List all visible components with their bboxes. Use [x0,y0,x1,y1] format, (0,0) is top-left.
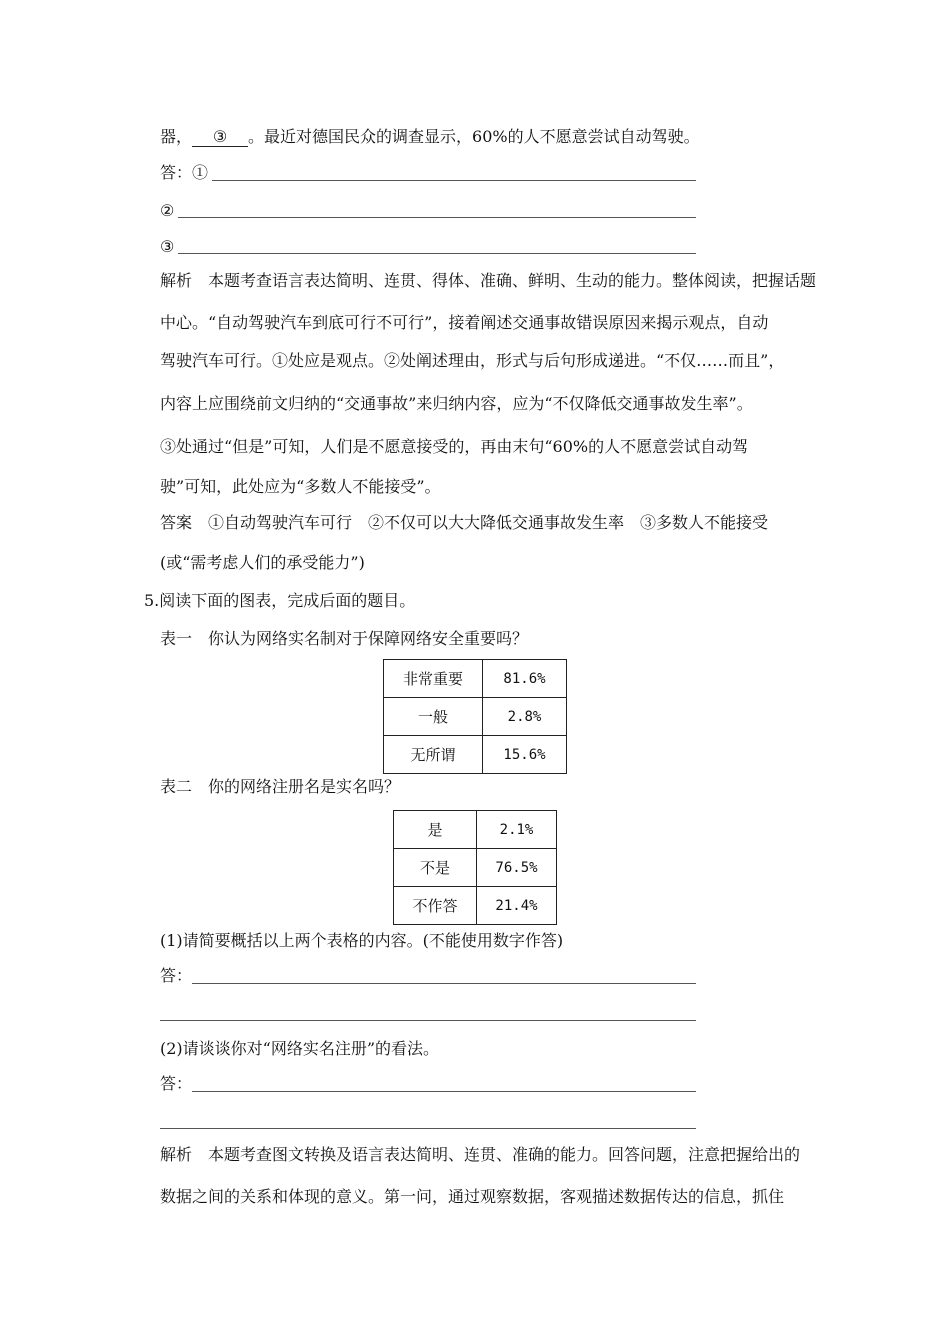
answer1-line-2: (或“需考虑人们的承受能力”) [160,553,365,572]
analysis1-line-1: 解析 本题考查语言表达简明、连贯、得体、准确、鲜明、生动的能力。整体阅读，把握话题 [160,271,817,290]
table-1 [383,659,567,774]
table-row [394,849,557,887]
analysis2-line-2: 数据之间的关系和体现的意义。第一问，通过观察数据，客观描述数据传达的信息，抓住 [160,1187,785,1206]
table-2 [393,810,557,925]
question-5-title: 5.阅读下面的图表，完成后面的题目。 [144,591,416,610]
table-cell-label: 不是 [394,849,477,887]
table-cell-label: 一般 [384,698,483,736]
analysis1-line-2: 中心。“自动驾驶汽车到底可行不可行”，接着阐述交通事故错误原因来揭示观点，自动 [160,313,769,332]
sub1-answer-line-2[interactable] [160,1020,696,1021]
table-cell-label: 无所谓 [384,736,483,774]
analysis1-line-3: 驾驶汽车可行。①处应是观点。②处阐述理由，形式与后句形成递进。“不仅……而且”， [160,351,785,370]
table-cell-label: 不作答 [394,887,477,925]
table-cell-value: 15.6% [483,736,567,774]
sub-question-2: (2)请谈谈你对“网络实名注册”的看法。 [160,1039,440,1058]
answer-label-1: 答：① [160,163,209,182]
table-cell-value: 21.4% [477,887,557,925]
sub2-answer-line-2[interactable] [160,1128,696,1129]
answer-line-3[interactable] [178,253,696,254]
answer-line-1[interactable] [212,180,696,181]
table2-caption: 表二 你的网络注册名是实名吗？ [160,777,401,796]
sentence-prefix: 器， [160,127,193,146]
table-cell-value: 81.6% [483,660,567,698]
sub-question-1: (1)请简要概括以上两个表格的内容。(不能使用数字作答) [160,931,564,950]
table-cell-label: 是 [394,811,477,849]
answer-line-2[interactable] [178,217,696,218]
table-cell-label: 非常重要 [384,660,483,698]
table-cell-value: 76.5% [477,849,557,887]
table-row [384,698,567,736]
answer-mark-2: ② [160,201,175,220]
analysis2-line-1: 解析 本题考查图文转换及语言表达简明、连贯、准确的能力。回答问题，注意把握给出的 [160,1145,801,1164]
table1-caption: 表一 你认为网络实名制对于保障网络安全重要吗？ [160,629,529,648]
table-row [394,887,557,925]
answer1-line-1: 答案 ①自动驾驶汽车可行 ②不仅可以大大降低交通事故发生率 ③多数人不能接受 [160,513,769,532]
sub2-answer-line-1[interactable] [192,1091,696,1092]
fill-blank-sentence [160,126,700,148]
analysis1-line-5: ③处通过“但是”可知，人们是不愿意接受的，再由末句“60%的人不愿意尝试自动驾 [160,437,749,456]
sentence-suffix: 。最近对德国民众的调查显示，60%的人不愿意尝试自动驾驶。 [248,127,700,146]
sub2-answer-label: 答： [160,1074,193,1093]
sub1-answer-label: 答： [160,966,193,985]
table-row [384,736,567,774]
analysis1-line-6: 驶”可知，此处应为“多数人不能接受”。 [160,477,441,496]
table-cell-value: 2.8% [483,698,567,736]
table-row [394,811,557,849]
table-cell-value: 2.1% [477,811,557,849]
blank-3: ③ [192,128,248,147]
analysis1-line-4: 内容上应围绕前文归纳的“交通事故”来归纳内容，应为“不仅降低交通事故发生率”。 [160,394,753,413]
answer-mark-3: ③ [160,237,175,256]
sub1-answer-line-1[interactable] [192,983,696,984]
table-row [384,660,567,698]
